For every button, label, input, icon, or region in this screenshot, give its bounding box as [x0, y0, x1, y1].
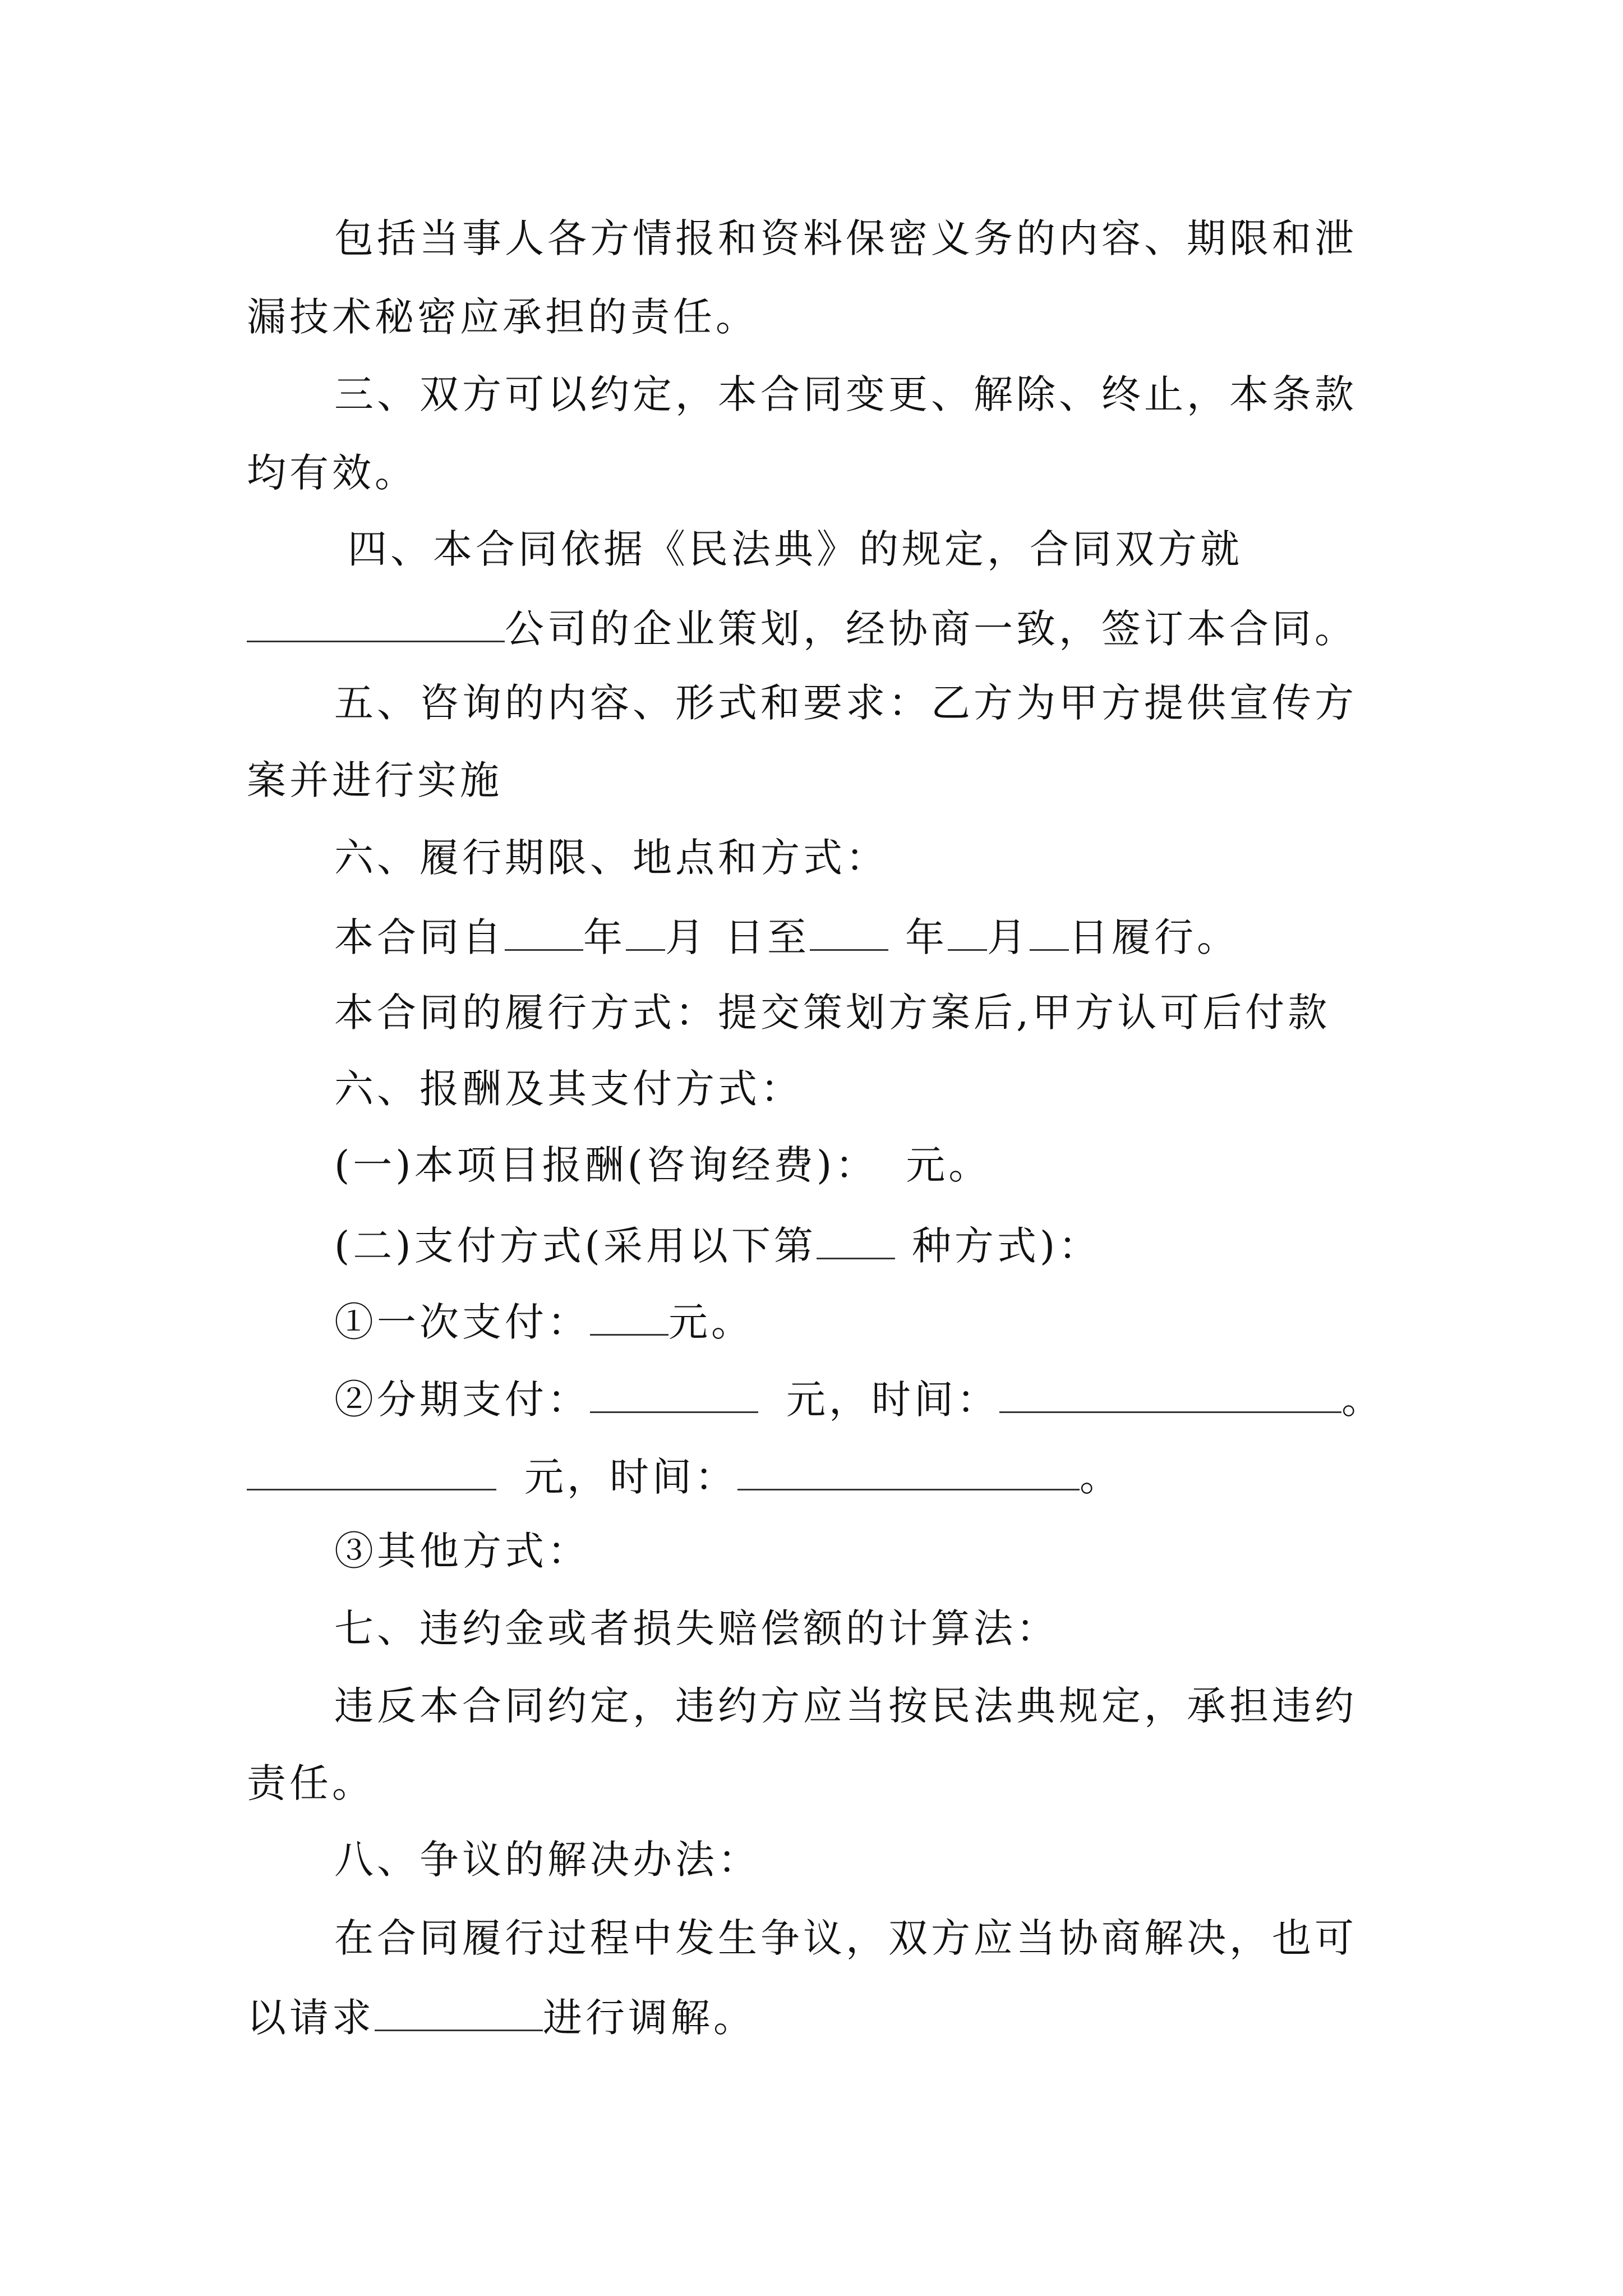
clause-5-line-1: 五、咨询的内容、形式和要求：乙方为甲方提供宣传方 [334, 680, 1357, 726]
end-year-blank [810, 915, 888, 951]
installment-time-blank-1 [999, 1378, 1341, 1413]
start-month-blank [626, 915, 665, 951]
lump-sum-unit: 元。 [668, 1299, 754, 1345]
mediator-blank [375, 1996, 543, 2031]
clause-3-line-1: 三、双方可以约定，本合同变更、解除、终止，本条款 [334, 371, 1357, 417]
start-year-label: 年 [583, 914, 626, 960]
installment-amount-blank-2 [247, 1455, 496, 1490]
clause-4-line-1: 四、本合同依据《民法典》的规定，合同双方就 [348, 526, 1243, 572]
clause-3-line-2: 均有效。 [247, 450, 417, 496]
dispute-prefix: 以请求 [247, 1995, 375, 2041]
clause-6-heading: 六、履行期限、地点和方式： [334, 835, 888, 881]
installment-end-1: 。 [1341, 1377, 1384, 1423]
installment-line-2 [247, 1454, 1122, 1500]
clause-5-line-2: 案并进行实施 [247, 757, 502, 803]
end-year-label: 年 [905, 914, 948, 960]
breach-line-2: 责任。 [247, 1760, 375, 1806]
lump-sum-line [334, 1299, 754, 1345]
clause-7-heading: 七、违约金或者损失赔偿额的计算法： [334, 1605, 1059, 1651]
installment-amount-blank-1 [590, 1378, 758, 1413]
term-period-line [334, 914, 1239, 960]
payment-option-blank [817, 1224, 895, 1259]
end-day-label: 日履行。 [1069, 914, 1239, 960]
lump-sum-label: ①一次支付： [334, 1299, 590, 1345]
installment-label: ②分期支付： [334, 1377, 590, 1423]
breach-line-1: 违反本合同约定，违约方应当按民法典规定，承担违约 [334, 1683, 1357, 1729]
paragraph-confidentiality-line-1: 包括当事人各方情报和资料保密义务的内容、期限和泄 [334, 215, 1357, 261]
paragraph-confidentiality-line-2: 漏技术秘密应承担的责任。 [247, 294, 758, 340]
dispute-suffix: 进行调解。 [543, 1995, 756, 2041]
dispute-line-1: 在合同履行过程中发生争议，双方应当协商解决，也可 [334, 1915, 1357, 1961]
end-month-blank [948, 915, 987, 951]
installment-time-blank-2 [737, 1455, 1080, 1490]
clause-4-line-2 [247, 606, 1357, 652]
remuneration-heading: 六、报酬及其支付方式： [334, 1066, 803, 1112]
installment-end-2: 。 [1080, 1454, 1122, 1500]
payment-method-suffix: 种方式)： [911, 1223, 1101, 1269]
company-name-blank [247, 607, 505, 642]
payment-method-line [334, 1223, 1101, 1269]
term-prefix: 本合同自 [334, 914, 505, 960]
lump-sum-blank [590, 1300, 668, 1336]
end-month-label: 月 [987, 914, 1030, 960]
dispute-line-2 [247, 1995, 756, 2041]
end-day-blank [1030, 915, 1069, 951]
start-month-label: 月 [665, 914, 708, 960]
installment-time-label-1: 元，时间： [786, 1377, 999, 1423]
clause-8-heading: 八、争议的解决办法： [334, 1837, 760, 1883]
installment-line-1 [334, 1377, 1384, 1423]
clause-4-line-2-text: 公司的企业策划，经协商一致，签订本合同。 [505, 606, 1357, 652]
payment-method-label: (二)支付方式(采用以下第 [334, 1223, 817, 1269]
performance-method-line: 本合同的履行方式：提交策划方案后,甲方认可后付款 [334, 990, 1331, 1036]
remuneration-amount-line [334, 1142, 992, 1188]
other-payment-line: ③其他方式： [334, 1528, 590, 1574]
remuneration-amount-label: (一)本项目报酬(咨询经费)： [334, 1142, 878, 1188]
installment-time-label-2: 元，时间： [524, 1454, 737, 1500]
remuneration-unit: 元。 [906, 1142, 992, 1188]
start-year-blank [505, 915, 583, 951]
start-day-label: 日至 [725, 914, 810, 960]
